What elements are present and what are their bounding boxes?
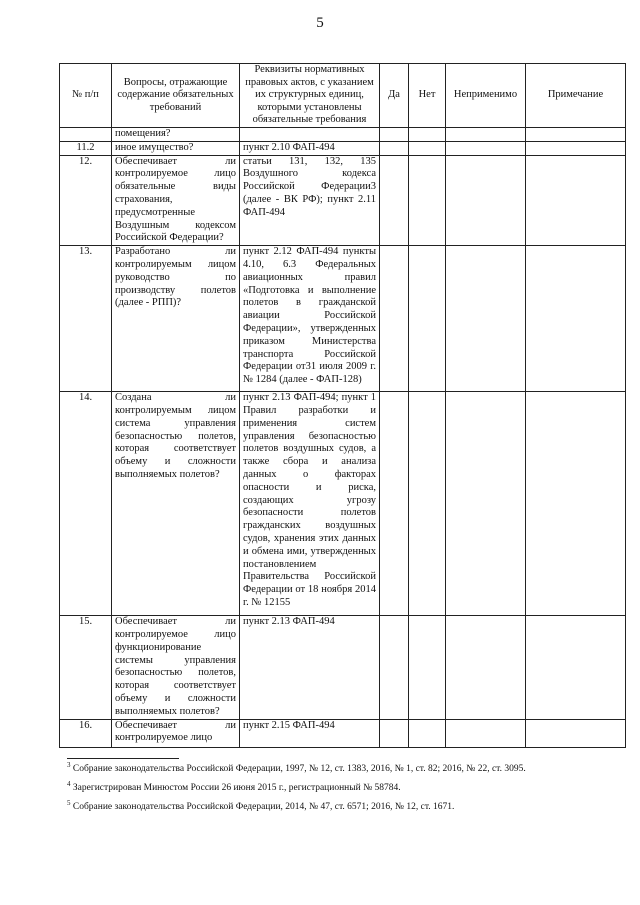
cell-yes	[380, 141, 409, 155]
row-requisites	[240, 128, 380, 142]
table-header-row	[60, 64, 626, 128]
row-number: 14.	[60, 392, 112, 616]
footnote-3	[67, 760, 627, 776]
cell-no	[409, 128, 446, 142]
row-question: Обеспечивает ли контролируемое лицо обязательные виды страхования, предусмотренные Воздушным кодексом Российской Федерации?	[112, 155, 240, 246]
row-requisites: пункт 2.13 ФАП-494; пункт 1 Правил разработки и применения систем управления безопасностью полетов воздушных судов, а также сбора и анализа данных о факторах опасности и риска, создающих угрозу безопасности полетов гражданских воздушных судов, хранения этих данных и обмена ими, утвержденных постановлением Правительства Российской Федерации от 18 ноября 2014 г. № 12155	[240, 392, 380, 616]
page-number: 5	[316, 15, 324, 31]
footnote-separator	[67, 758, 179, 759]
cell-note	[526, 719, 626, 747]
footnote-5	[67, 798, 627, 814]
cell-yes	[380, 128, 409, 142]
header-not-applicable: Неприменимо	[446, 64, 526, 128]
header-num: № п/п	[60, 64, 112, 128]
row-requisites: пункт 2.12 ФАП-494 пункты 4.10, 6.3 Федеральных авиационных правил «Подготовка и выполнение полетов в гражданской авиации Российской Федерации», утвержденных приказом Министерства транспорта Российской Федерации от31 июля 2009 г. № 1284 (далее - ФАП-128)	[240, 246, 380, 392]
row-number: 15.	[60, 616, 112, 719]
row-number: 13.	[60, 246, 112, 392]
cell-yes	[380, 392, 409, 616]
table-row	[60, 155, 626, 246]
header-note: Примечание	[526, 64, 626, 128]
row-number: 12.	[60, 155, 112, 246]
cell-yes	[380, 616, 409, 719]
row-question: Обеспечивает ли контролируемое лицо функционирование системы управления безопасностью полетов, которая соответствует объему и сложности выполняемых полетов?	[112, 616, 240, 719]
cell-note	[526, 246, 626, 392]
table-row	[60, 719, 626, 747]
cell-note	[526, 128, 626, 142]
row-question: иное имущество?	[112, 141, 240, 155]
cell-no	[409, 141, 446, 155]
cell-no	[409, 719, 446, 747]
cell-note	[526, 141, 626, 155]
row-question: помещения?	[112, 128, 240, 142]
row-number: 11.2	[60, 141, 112, 155]
cell-yes	[380, 246, 409, 392]
footnote-text: Собрание законодательства Российской Федерации, 1997, № 12, ст. 1383, 2016, № 1, ст. 82; 2016, № 22, ст. 3095.	[72, 764, 526, 774]
row-question: Создана ли контролируемым лицом система управления безопасностью полетов, которая соответствует объему и сложности выполняемых полетов?	[112, 392, 240, 616]
row-requisites: статьи 131, 132, 135 Воздушного кодекса Российской Федерации3 (далее - ВК РФ); пункт 2.11 ФАП-494	[240, 155, 380, 246]
cell-yes	[380, 155, 409, 246]
cell-not-applicable	[446, 155, 526, 246]
footnote-mark: 5	[67, 798, 71, 807]
cell-not-applicable	[446, 128, 526, 142]
row-requisites: пункт 2.10 ФАП-494	[240, 141, 380, 155]
footnote-mark: 4	[67, 779, 71, 788]
cell-no	[409, 246, 446, 392]
footnotes	[67, 760, 627, 820]
table-row	[60, 246, 626, 392]
footnote-text: Собрание законодательства Российской Федерации, 2014, № 47, ст. 6571; 2016, № 12, ст. 1671.	[72, 802, 455, 812]
header-requisites: Реквизиты нормативных правовых актов, с указанием их структурных единиц, которыми установлены обязательные требования	[240, 64, 380, 128]
cell-not-applicable	[446, 616, 526, 719]
row-question: Разработано ли контролируемым лицом руководство по производству полетов (далее - РПП)?	[112, 246, 240, 392]
row-requisites: пункт 2.13 ФАП-494	[240, 616, 380, 719]
footnote-4	[67, 779, 627, 795]
table-row	[60, 141, 626, 155]
cell-note	[526, 155, 626, 246]
cell-no	[409, 155, 446, 246]
requirements-table	[59, 63, 626, 748]
cell-yes	[380, 719, 409, 747]
cell-not-applicable	[446, 141, 526, 155]
table-row	[60, 616, 626, 719]
cell-no	[409, 392, 446, 616]
cell-not-applicable	[446, 719, 526, 747]
footnote-text: Зарегистрирован Минюстом России 26 июня 2015 г., регистрационный № 58784.	[72, 783, 401, 793]
row-requisites: пункт 2.15 ФАП-494	[240, 719, 380, 747]
cell-not-applicable	[446, 246, 526, 392]
cell-note	[526, 392, 626, 616]
header-yes: Да	[380, 64, 409, 128]
cell-note	[526, 616, 626, 719]
cell-not-applicable	[446, 392, 526, 616]
row-number	[60, 128, 112, 142]
row-question: Обеспечивает ли контролируемое лицо	[112, 719, 240, 747]
cell-no	[409, 616, 446, 719]
header-questions: Вопросы, отражающие содержание обязательных требований	[112, 64, 240, 128]
row-number: 16.	[60, 719, 112, 747]
header-no: Нет	[409, 64, 446, 128]
table-row	[60, 128, 626, 142]
table-row	[60, 392, 626, 616]
footnote-mark: 3	[67, 760, 71, 769]
